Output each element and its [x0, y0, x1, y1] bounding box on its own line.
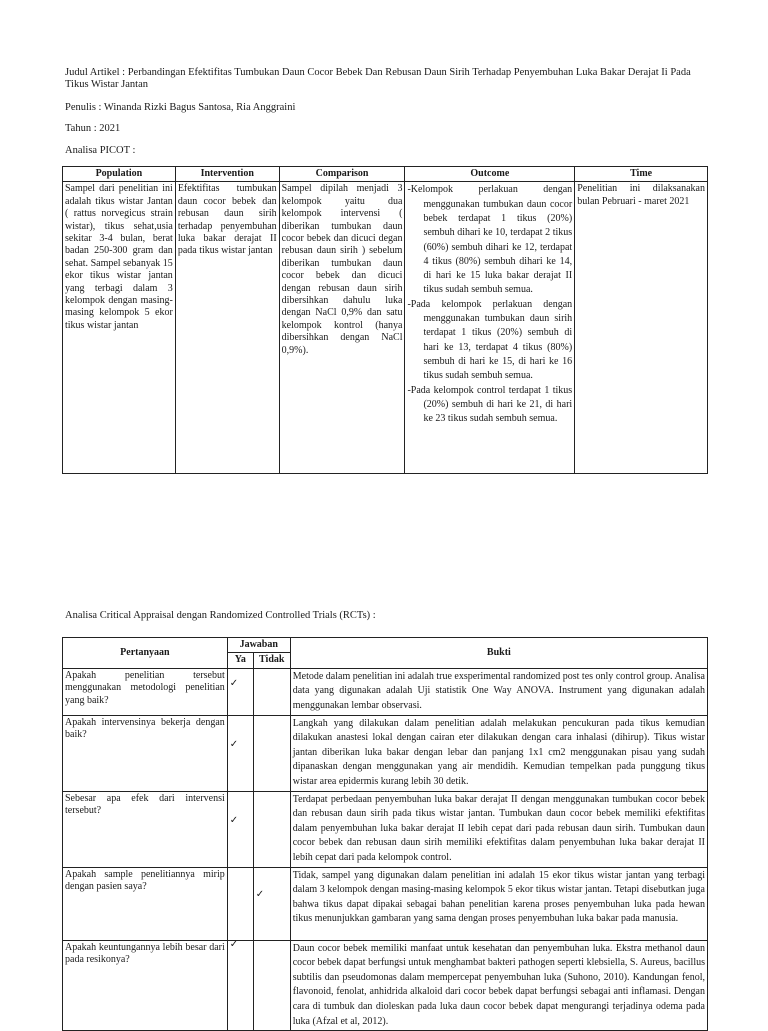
- outcome-item: -Pada kelompok control terdapat 1 tikus (20%) sembuh di hari ke 21, di hari ke 23 tikus sudah sembuh semua.: [407, 384, 573, 425]
- table-row: [63, 867, 708, 940]
- picot-header-outcome: Outcome: [405, 167, 575, 182]
- answer-yes-cell: [227, 791, 253, 867]
- rct-header-question: Pertanyaan: [63, 638, 228, 669]
- evidence-cell: Langkah yang dilakukan dalam penelitian adalah melakukan pencukuran pada tikus kemudian dilakukan anastesi lokal dengan cairan eter dilakukan dengan cara inhalasi (dihirup). Tikus wistar jantan diberikan luka bakar dengan lebar dan panjang 1x1 cm2 menggunakan pisau yang sudah dipanaskan dengan menggunakan yang air mendidih. Kemudian tempelkan pada punggung tikus wistar area epidermis kurang lebih 30 detik.: [290, 715, 707, 791]
- table-row: [63, 668, 708, 715]
- rct-header-yes: Ya: [227, 653, 253, 668]
- picot-header-time: Time: [575, 167, 708, 182]
- table-row: [63, 715, 708, 791]
- evidence-cell: Metode dalam penelitian ini adalah true exsperimental randomized post tes only control group. Analisa data yang digunakan adalah Uji statistik One Way ANOVA. Instrument yang digunakan adalah menggunakan lembar observasi.: [290, 668, 707, 715]
- question-cell: Apakah penelitian tersebut menggunakan metodologi penelitian yang baik?: [63, 668, 228, 715]
- picot-heading: Analisa PICOT :: [65, 145, 136, 156]
- check-mark-icon: ✓: [255, 888, 265, 900]
- question-cell: Apakah keuntungannya lebih besar dari pada resikonya?: [63, 940, 228, 1031]
- picot-time: Penelitian ini dilaksanakan bulan Pebruari - maret 2021: [575, 182, 708, 474]
- answer-no-cell: [253, 791, 290, 867]
- picot-intervention: Efektifitas tumbukan daun cocor bebek dan rebusan daun sirih terhadap penyembuhan luka bakar derajat II pada tikus wistar jantan: [175, 182, 279, 474]
- question-cell: Apakah sample penelitiannya mirip dengan pasien saya?: [63, 867, 228, 940]
- picot-comparison: Sampel dipilah menjadi 3 kelompok yaitu dua kelompok intervensi ( diberikan tumbukan daun cocor bebek dan dicuci degan rebusan daun sirih ) sebelum diberikan tumbukan daun cocor bebek dan dicuci dengan rebusan daun sirih dibersihkan dahulu luka dengan NaCl 0,9% dan satu kelompok kontrol (hanya dibersihkan dengan NaCl 0,9%).: [279, 182, 405, 474]
- answer-yes-cell: [227, 940, 253, 1031]
- check-mark-icon: ✓: [229, 738, 239, 750]
- picot-header-comparison: Comparison: [279, 167, 405, 182]
- answer-no-cell: [253, 715, 290, 791]
- article-title: Judul Artikel : Perbandingan Efektifitas Tumbukan Daun Cocor Bebek Dan Rebusan Daun Sirih Terhadap Penyembuhan Luka Bakar Derajat Ii Pada Tikus Wistar Jantan: [65, 67, 691, 90]
- picot-header-intervention: Intervention: [175, 167, 279, 182]
- evidence-cell: Tidak, sampel yang digunakan dalam penelitian ini adalah 15 ekor tikus wistar jantan yang terbagi dalam 3 kelompok dengan masing-masing kelompok 5 ekor tikus wistar jantan. Tetapi disebutkan juga bahwa tikus dapat dipakai sebagai bahan penelitian karena proses penyembuhan luka pada hewan tikus menunjukkan gambaran yang sama dengan proses penyembuhan luka bakar pada manusia.: [290, 867, 707, 940]
- picot-population: Sampel dari penelitian ini adalah tikus wistar Jantan ( rattus norvegicus strain wistar), tikus sehat,usia sekitar 3-4 bulan, berat badan 250-300 gram dan sehat. Sampel sebanyak 15 ekor tikus wistar jantan yang terbagi dalam 3 kelompok dengan masing-masing kelompok 5 ekor tikus wistar jantan: [63, 182, 176, 474]
- table-row: [63, 791, 708, 867]
- rct-header-no: Tidak: [253, 653, 290, 668]
- answer-yes-cell: [227, 668, 253, 715]
- answer-yes-cell: [227, 715, 253, 791]
- rct-header-evidence: Bukti: [290, 638, 707, 669]
- picot-table: [62, 166, 708, 474]
- rct-header-answer: Jawaban: [227, 638, 290, 653]
- picot-outcome: [405, 182, 575, 474]
- authors: Penulis : Winanda Rizki Bagus Santosa, Ria Anggraini: [65, 102, 296, 113]
- outcome-item: -Pada kelompok perlakuan dengan menggunakan tumbukan daun sirih terdapat 1 tikus (20%) sembuh di hari ke 13, terdapat 4 tikus (80%) sembuh di hari ke 15, di hari ke 16 tikus sudah sembuh semua.: [407, 298, 573, 382]
- table-row: [63, 940, 708, 1031]
- question-cell: Apakah intervensinya bekerja dengan baik?: [63, 715, 228, 791]
- evidence-cell: Daun cocor bebek memiliki manfaat untuk kesehatan dan penyembuhan luka. Ekstra methanol daun cocor bebek dapat berfungsi untuk menghambat bakteri pathogen seperti klebsiella, S. Aureus, bacillus subtilis dan pseudomonas dalam mempercepat penyembuhan luka (Suhono, 2010). Kandungan fenol, flavonoid, fenolat, anhidrida alkaloid dari cocor bebek dapat berfungsi sebagai anti inflamasi. Dengan cara di tumbuk dan dioleskan pada luka daun cocor bebek dapat mengurangi terjadinya odema pada luka (Afzal et al, 2012).: [290, 940, 707, 1031]
- check-mark-icon: ✓: [229, 677, 239, 689]
- outcome-item: -Kelompok perlakuan dengan menggunakan tumbukan daun cocor bebek terdapat 1 tikus (20%) sembuh dihari ke 10, terdapat 2 tikus (60%) sembuh dihari ke 12, terdapat 4 tikus (80%) sembuh dihari ke 14, di hari ke 15 luka bakar derajat II tikus sudah sembuh semua.: [407, 184, 573, 296]
- evidence-cell: Terdapat perbedaan penyembuhan luka bakar derajat II dengan menggunakan tumbukan cocor bebek dan rebusan daun sirih pada tikus wistar jantan. Tumbukan daun cocor bebek memiliki efektifitas dalam penyembuhan luka bakar derajat II lebih cepat dari pada rebusan daun sirih. Tumbukan daun cocor bebek dan rebusan daun sirih memiliki efektifitas dalam penyembuhan luka bakar derajat II lebih cepat dari pada kelompok control.: [290, 791, 707, 867]
- answer-no-cell: [253, 940, 290, 1031]
- picot-header-population: Population: [63, 167, 176, 182]
- check-mark-icon: ✓: [229, 814, 239, 826]
- rct-table: [62, 637, 708, 1031]
- rct-heading: Analisa Critical Appraisal dengan Randomized Controlled Trials (RCTs) :: [65, 610, 376, 621]
- answer-yes-cell: [227, 867, 253, 940]
- year: Tahun : 2021: [65, 123, 121, 134]
- answer-no-cell: [253, 867, 290, 940]
- answer-no-cell: [253, 668, 290, 715]
- question-cell: Sebesar apa efek dari intervensi tersebut?: [63, 791, 228, 867]
- check-mark-icon: ✓: [229, 938, 239, 950]
